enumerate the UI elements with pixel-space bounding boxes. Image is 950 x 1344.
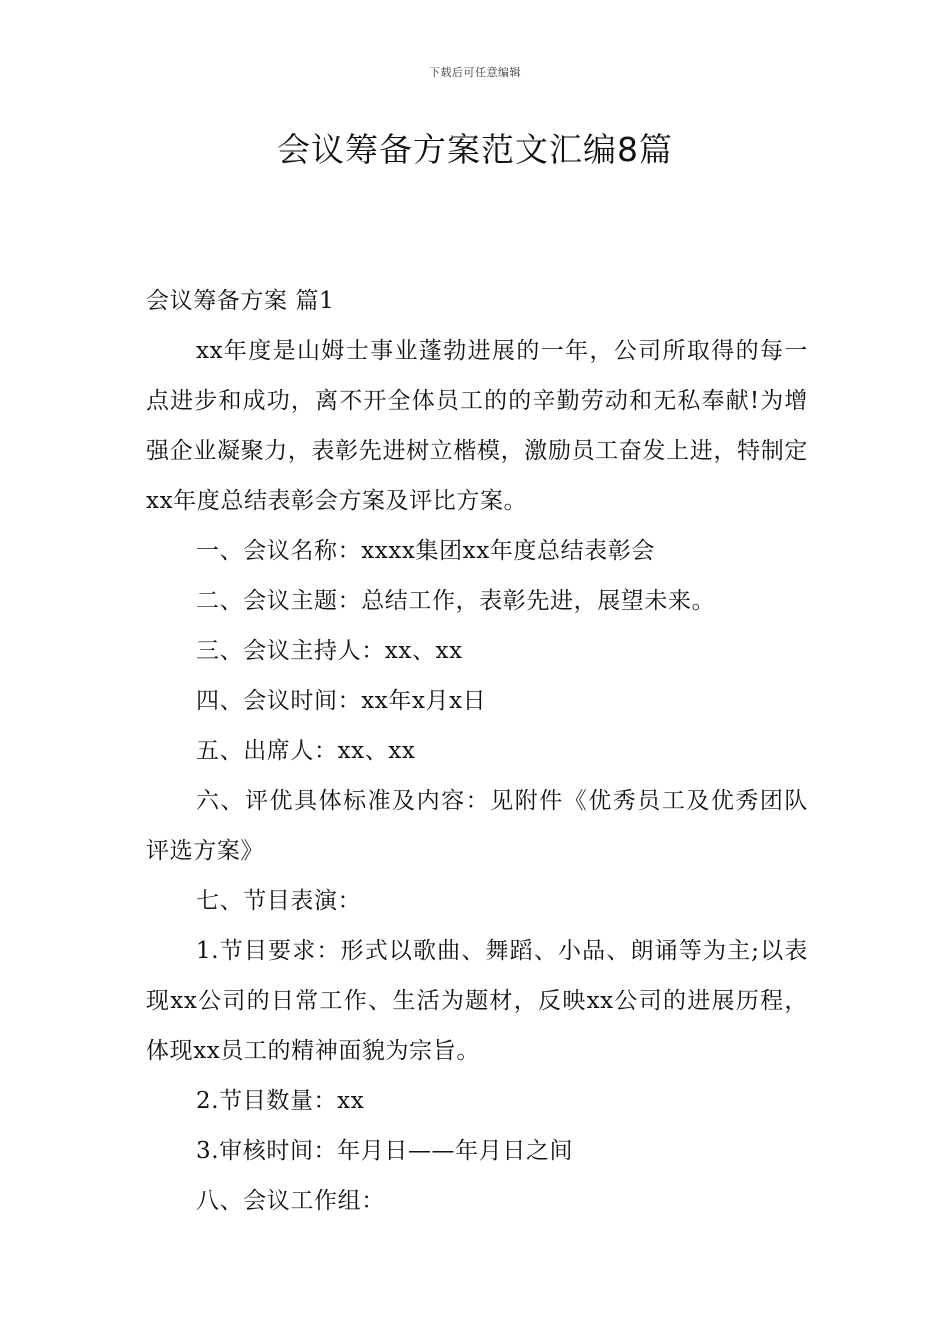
document-body bbox=[146, 276, 808, 1226]
document-title: 会议筹备方案范文汇编8篇 bbox=[277, 130, 673, 169]
sub-item-program-requirements: 1.节目要求：形式以歌曲、舞蹈、小品、朗诵等为主;以表现xx公司的日常工作、生活为题材，反映xx公司的进展历程，体现xx员工的精神面貌为宗旨。 bbox=[146, 938, 808, 1064]
sub-item-program-count: 2.节目数量：xx bbox=[196, 1088, 365, 1114]
page-header-note: 下载后可任意编辑 bbox=[429, 66, 521, 79]
item-working-group: 八、会议工作组： bbox=[196, 1188, 385, 1214]
item-meeting-host: 三、会议主持人：xx、xx bbox=[196, 638, 463, 664]
sub-item-review-time: 3.审核时间：年月日——年月日之间 bbox=[196, 1138, 574, 1164]
item-meeting-name: 一、会议名称：xxxx集团xx年度总结表彰会 bbox=[196, 538, 656, 564]
section-heading: 会议筹备方案 篇1 bbox=[146, 288, 335, 314]
item-performances: 七、节目表演： bbox=[196, 888, 362, 914]
item-meeting-time: 四、会议时间：xx年x月x日 bbox=[196, 688, 487, 714]
intro-paragraph: xx年度是山姆士事业蓬勃进展的一年，公司所取得的每一点进步和成功，离不开全体员工的的辛勤劳动和无私奉献!为增强企业凝聚力，表彰先进树立楷模，激励员工奋发上进，特制定xx年度总结表彰会方案及评比方案。 bbox=[146, 338, 808, 514]
item-attendees: 五、出席人：xx、xx bbox=[196, 738, 416, 764]
item-meeting-theme: 二、会议主题：总结工作，表彰先进，展望未来。 bbox=[196, 588, 716, 614]
item-evaluation-criteria: 六、评优具体标准及内容：见附件《优秀员工及优秀团队评选方案》 bbox=[146, 788, 808, 864]
